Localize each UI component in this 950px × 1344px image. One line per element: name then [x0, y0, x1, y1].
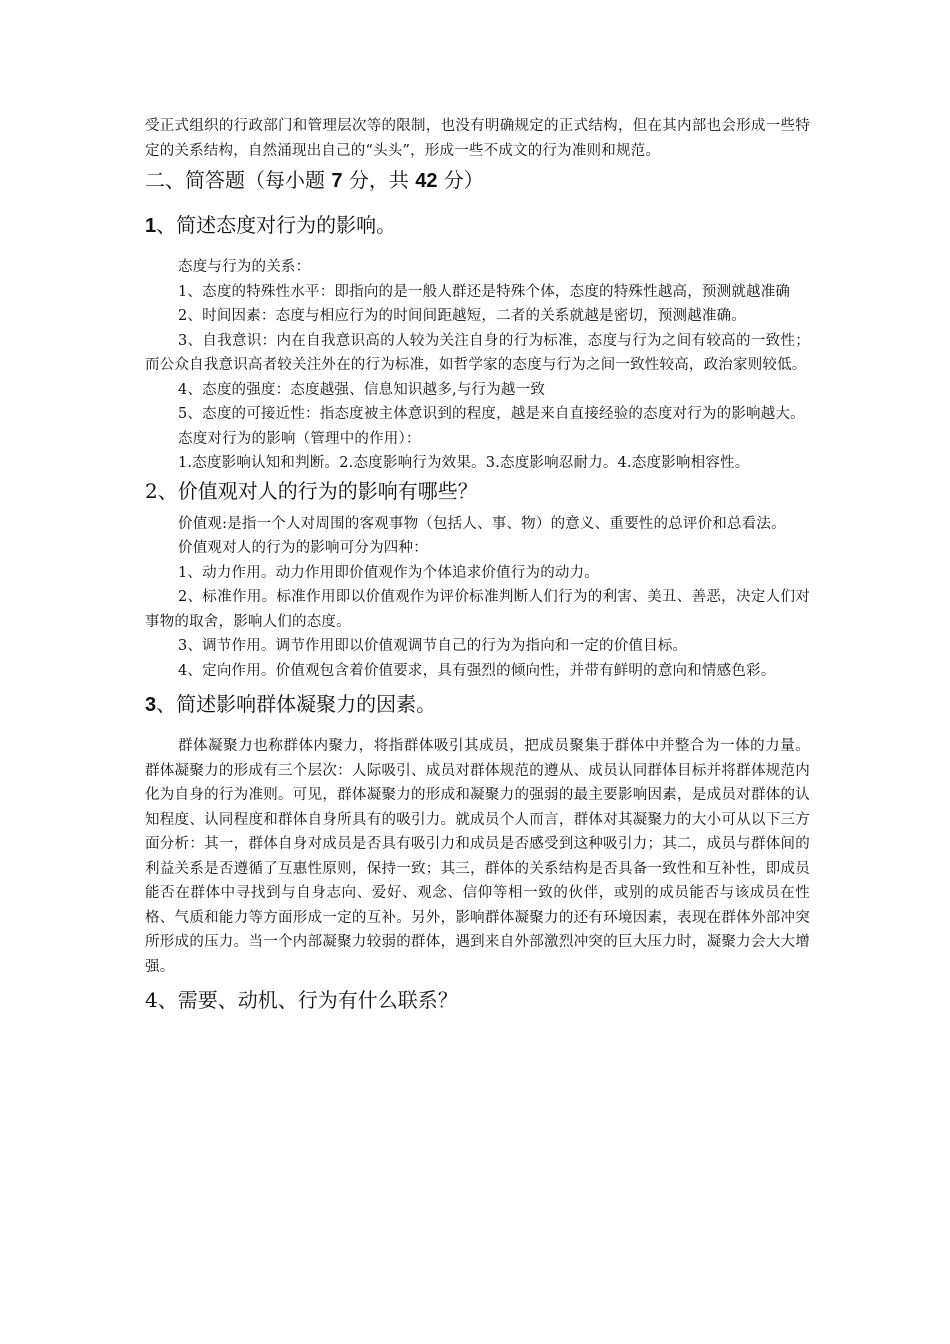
q2-line: 价值观:是指一个人对周围的客观事物（包括人、事、物）的意义、重要性的总评价和总看法。	[178, 515, 786, 532]
question-3-title	[145, 689, 810, 720]
question-3-number: 3	[145, 694, 157, 716]
q2-line: 3、调节作用。调节作用即以价值观调节自己的行为为指向和一定的价值目标。	[178, 638, 688, 654]
q2-line: 1、动力作用。动力作用即价值观作为个体追求价值行为的动力。	[178, 564, 600, 581]
question-2-title: 2、价值观对人的行为的影响有哪些？	[145, 478, 478, 503]
q1-line: 4、态度的强度：态度越强、信息知识越多,与行为越一致	[178, 381, 546, 398]
document-page	[145, 114, 810, 1015]
section-heading-total: 42	[415, 170, 438, 192]
q1-line: 2、时间因素：态度与相应行为的时间间距越短，二者的关系就越是密切，预测越准确。	[178, 308, 747, 324]
question-1-text: 、简述态度对行为的影响。	[156, 213, 397, 237]
q1-line: 态度对行为的影响（管理中的作用）：	[178, 430, 421, 447]
q2-line: 2、标准作用。标准作用即以价值观作为评价标准判断人们行为的利害、美丑、善恶，决定人们对事物的取舍，影响人们的态度。	[145, 589, 810, 630]
section-heading-suffix: 分）	[437, 168, 484, 192]
section-heading-prefix: 二、简答题（每小题	[145, 168, 332, 192]
question-1-title	[145, 210, 810, 241]
question-3-text: 、简述影响群体凝聚力的因素。	[156, 692, 437, 716]
q1-line: 5、态度的可接近性：指态度被主体意识到的程度，越是来自直接经验的态度对行为的影响越大。	[178, 406, 805, 422]
section-heading	[145, 165, 810, 196]
question-1-number: 1	[145, 215, 157, 237]
q2-line: 4、定向作用。价值观包含着价值要求，具有强烈的倾向性，并带有鲜明的意向和情感色彩。	[178, 662, 776, 679]
q3-paragraph: 群体凝聚力也称群体内聚力，将指群体吸引其成员，把成员聚集于群体中并整合为一体的力量。群体凝聚力的形成有三个层次：人际吸引、成员对群体规范的遵从、成员认同群体目标并将群体规范内化为自身的行为准则。可见，群体凝聚力的形成和凝聚力的强弱的最主要影响因素，是成员对群体的认知程度、认同程度和群体自身所具有的吸引力。就成员个人而言，群体对其凝聚力的大小可从以下三方面分析：其一，群体自身对成员是否具有吸引力和成员是否感受到这种吸引力；其二，成员与群体间的利益关系是否遵循了互惠性原则，保持一致；其三，群体的关系结构是否具备一致性和互补性，即成员能否在群体中寻找到与自身志向、爱好、观念、信仰等相一致的伙伴，或别的成员能否与该成员在性格、气质和能力等方面形成一定的互补。另外，影响群体凝聚力的还有环境因素，表现在群体外部冲突所形成的压力。当一个内部凝聚力较弱的群体，遇到来自外部激烈冲突的巨大压力时，凝聚力会大大增强。	[145, 738, 810, 975]
q1-line: 态度与行为的关系：	[178, 259, 311, 275]
q1-line: 1.态度影响认知和判断。2.态度影响行为效果。3.态度影响忍耐力。4.态度影响相容性。	[178, 455, 750, 471]
section-heading-score: 7	[331, 170, 343, 192]
question-4-title: 4、需要、动机、行为有什么联系？	[145, 988, 458, 1012]
intro-paragraph: 受正式组织的行政部门和管理层次等的限制，也没有明确规定的正式结构，但在其内部也会形成一些特定的关系结构，自然涌现出自己的“头头”，形成一些不成文的行为准则和规范。	[145, 118, 810, 159]
q1-line: 3、自我意识：内在自我意识高的人较为关注自身的行为标准，态度与行为之间有较高的一致性；而公众自我意识高者较关注外在的行为标准，如哲学家的态度与行为之间一致性较高，政治家则较低。	[145, 332, 810, 373]
q1-line: 1、态度的特殊性水平：即指向的是一般人群还是特殊个体，态度的特殊性越高，预测就越准确	[178, 283, 791, 300]
section-heading-mid: 分，共	[342, 168, 416, 192]
q2-line: 价值观对人的行为的影响可分为四种：	[178, 540, 428, 556]
